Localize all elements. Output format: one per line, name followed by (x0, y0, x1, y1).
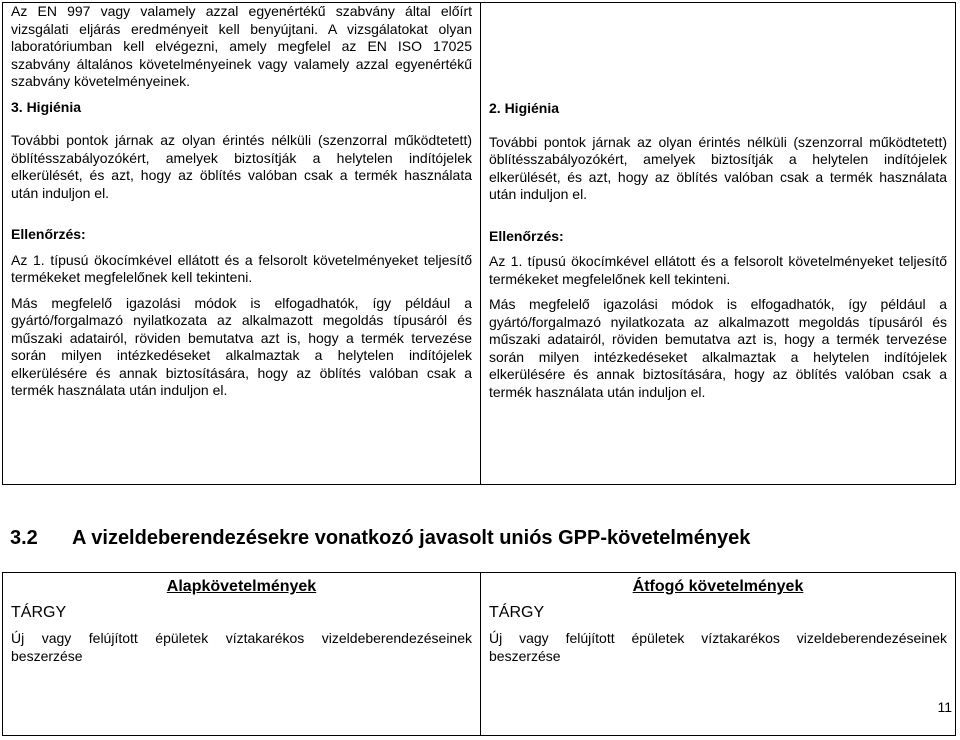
subject-text-right: Új vagy felújított épületek víztakarékos vizeldeberendezéseinek beszerzése (489, 630, 947, 664)
comprehensive-criteria-column-bottom (481, 573, 955, 735)
verification-label-left: Ellenőrzés: (11, 226, 86, 242)
verification-p2-left: Más megfelelő igazolási módok is elfogadhatók, így például a gyártó/forgalmazó nyilatkozata az alkalmazott megoldás típusáról és műszaki adatairól, röviden bemutatva azt is, hogy a termék tervezése során milyen intézkedéseket alkalmaztak a helytelen indítójelek elkerülésére és annak biztosítására, hogy az öblítés valóban csak a termék használata után induljon el. (11, 294, 472, 398)
subject-label-left: TÁRGY (11, 604, 67, 621)
comprehensive-criteria-column (481, 3, 955, 484)
core-criteria-column-bottom (3, 573, 481, 735)
section-title: A vizeldeberendezésekre vonatkozó javasolt uniós GPP-követelmények (72, 527, 751, 549)
verification-label-right: Ellenőrzés: (489, 227, 564, 244)
comprehensive-criteria-header: Átfogó követelmények (632, 578, 804, 595)
hygiene-heading-right: 2. Higiénia (489, 100, 560, 116)
core-criteria-column (3, 3, 481, 484)
section-number: 3.2 (10, 527, 38, 549)
subject-text-left: Új vagy felújított épületek víztakarékos vizeldeberendezéseinek beszerzése (11, 630, 472, 664)
hygiene-body-left: További pontok járnak az olyan érintés nélküli (szenzorral működtetett) öblítésszabályozókért, amelyek biztosítják a helytelen indítójelek elkerülését, és azt, hogy az öblítés valóban csak a termék használata után induljon el. (11, 132, 472, 201)
hygiene-body-right: További pontok járnak az olyan érintés nélküli (szenzorral működtetett) öblítésszabályozókért, amelyek biztosítják a helytelen indítójelek elkerülését, és azt, hogy az öblítés valóban csak a termék használata után induljon el. (489, 133, 947, 202)
intro-paragraph: Az EN 997 vagy valamely azzal egyenértékű szabvány által előírt vizsgálati eljárás eredményeit kell benyújtani. A vizsgálatokat olyan laboratóriumban kell elvégezni, amely megfelel az EN ISO 17025 szabvány általános követelményeinek vagy valamely azzal egyenértékű szabvány követelményeinek. (11, 3, 472, 89)
subject-label-right: TÁRGY (489, 604, 545, 621)
verification-p1-left: Az 1. típusú ökocímkével ellátott és a felsorolt követelményeket teljesítő termékeket megfelelőnek kell tekinteni. (11, 251, 472, 285)
core-criteria-header: Alapkövetelmények (166, 578, 317, 595)
criteria-table-bottom (2, 572, 956, 736)
verification-p1-right: Az 1. típusú ökocímkével ellátott és a felsorolt követelményeket teljesítő termékeket megfelelőnek kell tekinteni. (489, 253, 947, 287)
hygiene-heading-left: 3. Higiénia (11, 98, 82, 115)
page-number: 11 (937, 699, 952, 715)
criteria-table-top (2, 2, 956, 485)
verification-p2-right: Más megfelelő igazolási módok is elfogadhatók, így például a gyártó/forgalmazó nyilatkozata az alkalmazott megoldás típusáról és műszaki adatairól, röviden bemutatva azt is, hogy a termék tervezése során milyen intézkedéseket alkalmaztak a helytelen indítójelek elkerülésére és annak biztosítására, hogy az öblítés valóban csak a termék használata után induljon el. (489, 296, 947, 400)
section-heading (10, 527, 750, 550)
